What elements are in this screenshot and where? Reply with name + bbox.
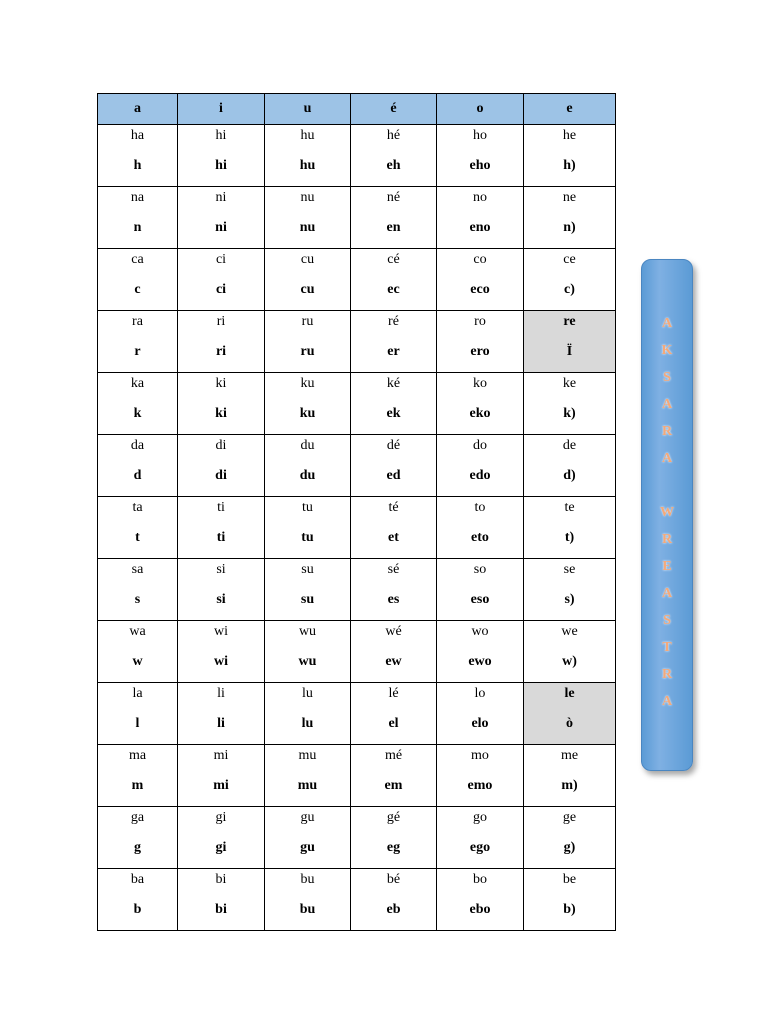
syllable-cell	[98, 249, 178, 311]
script-syllable: mi	[213, 778, 229, 793]
table-row	[98, 559, 616, 621]
syllable-cell	[524, 373, 616, 435]
syllable-cell	[437, 249, 524, 311]
syllable-cell	[98, 373, 178, 435]
script-syllable: eno	[469, 220, 491, 235]
latin-syllable: ro	[474, 314, 486, 329]
script-syllable: ri	[215, 344, 227, 359]
latin-syllable: co	[473, 252, 487, 267]
syllable-cell	[178, 807, 265, 869]
banner-letter: A	[661, 316, 673, 331]
syllable-cell	[351, 311, 437, 373]
syllable-cell	[98, 807, 178, 869]
latin-syllable: ké	[386, 376, 401, 391]
script-syllable: em	[384, 778, 403, 793]
latin-syllable: so	[473, 562, 487, 577]
script-syllable: mu	[297, 778, 318, 793]
banner-space	[642, 472, 692, 499]
script-syllable: n)	[563, 220, 576, 235]
syllable-cell	[437, 869, 524, 931]
script-syllable: m)	[561, 778, 578, 793]
syllable-cell	[98, 497, 178, 559]
syllable-cell	[351, 683, 437, 745]
latin-syllable: ga	[130, 810, 145, 825]
latin-syllable: lo	[474, 686, 486, 701]
script-syllable: gi	[215, 840, 227, 855]
latin-syllable: hu	[300, 128, 315, 143]
table-row	[98, 249, 616, 311]
script-syllable: ci	[215, 282, 227, 297]
latin-syllable: na	[130, 190, 145, 205]
header-cell: a	[98, 94, 178, 125]
latin-syllable: la	[132, 686, 143, 701]
syllable-cell	[524, 683, 616, 745]
syllable-cell	[265, 311, 351, 373]
syllable-cell	[178, 125, 265, 187]
script-syllable: ero	[470, 344, 490, 359]
banner-letter: A	[661, 397, 673, 412]
latin-syllable: de	[562, 438, 577, 453]
latin-syllable: dé	[386, 438, 401, 453]
latin-syllable: ré	[388, 314, 399, 329]
script-syllable: eko	[469, 406, 491, 421]
syllable-cell	[178, 559, 265, 621]
banner-letter: T	[662, 640, 672, 655]
latin-syllable: ra	[132, 314, 143, 329]
banner-letter: A	[661, 451, 673, 466]
script-syllable: c)	[564, 282, 575, 297]
table-row	[98, 187, 616, 249]
latin-syllable: gé	[386, 810, 401, 825]
latin-syllable: sé	[387, 562, 400, 577]
syllable-cell	[524, 497, 616, 559]
syllable-cell	[265, 683, 351, 745]
script-syllable: eco	[470, 282, 490, 297]
header-cell: o	[437, 94, 524, 125]
script-syllable: s	[134, 592, 141, 607]
header-row	[98, 94, 616, 125]
script-syllable: tu	[301, 530, 314, 545]
syllable-cell	[524, 435, 616, 497]
syllable-cell	[351, 497, 437, 559]
syllable-cell	[98, 187, 178, 249]
latin-syllable: ti	[217, 500, 225, 515]
syllable-cell	[524, 187, 616, 249]
table-row	[98, 745, 616, 807]
syllable-cell	[265, 807, 351, 869]
latin-syllable: go	[473, 810, 487, 825]
syllable-cell	[178, 497, 265, 559]
syllable-cell	[524, 125, 616, 187]
script-syllable: b)	[563, 902, 576, 917]
latin-syllable: wé	[385, 624, 402, 639]
script-syllable: Ï	[566, 344, 573, 359]
script-syllable: d	[133, 468, 142, 483]
latin-syllable: ta	[132, 500, 143, 515]
latin-syllable: ki	[215, 376, 227, 391]
syllable-cell	[351, 125, 437, 187]
latin-syllable: ca	[131, 252, 144, 267]
script-syllable: g)	[563, 840, 576, 855]
script-syllable: ek	[386, 406, 401, 421]
script-syllable: wi	[214, 654, 228, 669]
script-syllable: si	[216, 592, 226, 607]
banner-letter: R	[661, 532, 673, 547]
syllable-cell	[98, 125, 178, 187]
syllable-cell	[351, 249, 437, 311]
script-syllable: ti	[216, 530, 226, 545]
syllable-cell	[524, 311, 616, 373]
latin-syllable: ne	[562, 190, 577, 205]
syllable-cell	[265, 187, 351, 249]
latin-syllable: we	[561, 624, 578, 639]
script-syllable: n	[133, 220, 142, 235]
script-syllable: hi	[215, 158, 227, 173]
latin-syllable: ri	[216, 314, 226, 329]
latin-syllable: se	[563, 562, 576, 577]
latin-syllable: ke	[562, 376, 577, 391]
latin-syllable: le	[564, 686, 575, 701]
latin-syllable: hi	[215, 128, 227, 143]
script-syllable: ò	[566, 716, 573, 731]
syllable-cell	[265, 745, 351, 807]
script-syllable: hu	[299, 158, 316, 173]
banner-letter: K	[661, 343, 673, 358]
header-cell: i	[178, 94, 265, 125]
syllable-cell	[437, 559, 524, 621]
table-body	[98, 125, 616, 931]
syllable-cell	[265, 497, 351, 559]
script-syllable: ewo	[468, 654, 492, 669]
syllable-cell	[178, 187, 265, 249]
latin-syllable: mé	[384, 748, 403, 763]
syllable-cell	[265, 373, 351, 435]
script-syllable: ki	[215, 406, 227, 421]
latin-syllable: cé	[387, 252, 400, 267]
script-syllable: ec	[387, 282, 400, 297]
latin-syllable: su	[301, 562, 314, 577]
syllable-cell	[524, 745, 616, 807]
syllable-cell	[178, 621, 265, 683]
table-row	[98, 373, 616, 435]
script-syllable: eh	[386, 158, 401, 173]
script-syllable: m	[131, 778, 144, 793]
script-syllable: en	[386, 220, 401, 235]
script-syllable: bi	[215, 902, 227, 917]
script-syllable: du	[299, 468, 316, 483]
syllable-cell	[265, 621, 351, 683]
script-syllable: ebo	[469, 902, 491, 917]
latin-syllable: lu	[302, 686, 313, 701]
script-syllable: eb	[386, 902, 401, 917]
banner-letter: A	[661, 694, 673, 709]
script-syllable: w	[132, 654, 143, 669]
script-syllable: ni	[215, 220, 227, 235]
latin-syllable: ba	[130, 872, 145, 887]
side-banner	[641, 259, 693, 771]
syllable-cell	[437, 435, 524, 497]
table-row	[98, 621, 616, 683]
syllable-cell	[437, 621, 524, 683]
script-syllable: h)	[563, 158, 576, 173]
script-syllable: eho	[469, 158, 491, 173]
script-syllable: el	[388, 716, 399, 731]
syllable-cell	[178, 311, 265, 373]
syllable-cell	[351, 621, 437, 683]
syllable-cell	[265, 559, 351, 621]
syllable-cell	[524, 249, 616, 311]
script-syllable: es	[387, 592, 400, 607]
script-syllable: su	[300, 592, 315, 607]
latin-syllable: ce	[563, 252, 576, 267]
script-syllable: emo	[467, 778, 493, 793]
script-syllable: elo	[471, 716, 489, 731]
script-syllable: er	[387, 344, 400, 359]
script-syllable: et	[388, 530, 399, 545]
script-syllable: lu	[301, 716, 314, 731]
latin-syllable: wa	[129, 624, 146, 639]
syllable-cell	[265, 435, 351, 497]
syllable-cell	[98, 869, 178, 931]
latin-syllable: né	[386, 190, 401, 205]
latin-syllable: wo	[471, 624, 489, 639]
banner-letter: S	[663, 370, 671, 385]
table-row	[98, 869, 616, 931]
syllable-cell	[265, 249, 351, 311]
latin-syllable: he	[562, 128, 577, 143]
latin-syllable: nu	[300, 190, 315, 205]
script-syllable: li	[217, 716, 225, 731]
latin-syllable: lé	[388, 686, 399, 701]
script-syllable: di	[215, 468, 227, 483]
script-syllable: t	[135, 530, 140, 545]
banner-letter: R	[661, 667, 673, 682]
latin-syllable: ma	[128, 748, 147, 763]
latin-syllable: gu	[300, 810, 315, 825]
latin-syllable: ku	[300, 376, 315, 391]
latin-syllable: cu	[300, 252, 315, 267]
script-syllable: edo	[469, 468, 491, 483]
table-row	[98, 125, 616, 187]
latin-syllable: re	[563, 314, 576, 329]
aksara-table	[97, 93, 616, 931]
script-syllable: eso	[470, 592, 490, 607]
latin-syllable: ka	[130, 376, 145, 391]
header-cell: u	[265, 94, 351, 125]
latin-syllable: bé	[386, 872, 401, 887]
script-syllable: gu	[300, 840, 315, 855]
latin-syllable: mo	[471, 748, 489, 763]
script-syllable: c	[134, 282, 141, 297]
latin-syllable: li	[217, 686, 225, 701]
banner-letter: A	[661, 586, 673, 601]
latin-syllable: ru	[301, 314, 314, 329]
syllable-cell	[437, 807, 524, 869]
script-syllable: r	[134, 344, 141, 359]
latin-syllable: si	[216, 562, 226, 577]
script-syllable: cu	[300, 282, 315, 297]
syllable-cell	[98, 311, 178, 373]
script-syllable: ego	[469, 840, 491, 855]
syllable-cell	[178, 373, 265, 435]
latin-syllable: ho	[473, 128, 487, 143]
script-syllable: k)	[563, 406, 576, 421]
syllable-cell	[524, 869, 616, 931]
syllable-cell	[351, 373, 437, 435]
script-syllable: eg	[386, 840, 401, 855]
script-syllable: l	[135, 716, 140, 731]
syllable-cell	[351, 559, 437, 621]
latin-syllable: me	[560, 748, 579, 763]
script-syllable: ru	[300, 344, 315, 359]
latin-syllable: sa	[131, 562, 144, 577]
syllable-cell	[178, 869, 265, 931]
latin-syllable: wu	[298, 624, 317, 639]
latin-syllable: hé	[386, 128, 401, 143]
syllable-cell	[178, 683, 265, 745]
banner-letter: S	[663, 613, 671, 628]
syllable-cell	[178, 249, 265, 311]
latin-syllable: bu	[300, 872, 315, 887]
latin-syllable: ge	[562, 810, 577, 825]
latin-syllable: be	[562, 872, 577, 887]
script-syllable: wu	[298, 654, 317, 669]
syllable-cell	[524, 559, 616, 621]
latin-syllable: do	[473, 438, 487, 453]
syllable-cell	[265, 125, 351, 187]
table-row	[98, 807, 616, 869]
syllable-cell	[524, 621, 616, 683]
latin-syllable: du	[300, 438, 315, 453]
script-syllable: s)	[564, 592, 575, 607]
syllable-cell	[437, 187, 524, 249]
header-cell: é	[351, 94, 437, 125]
script-syllable: b	[133, 902, 142, 917]
syllable-cell	[437, 683, 524, 745]
script-syllable: w)	[562, 654, 577, 669]
script-syllable: eto	[471, 530, 489, 545]
syllable-cell	[351, 745, 437, 807]
latin-syllable: wi	[214, 624, 228, 639]
script-syllable: bu	[299, 902, 316, 917]
latin-syllable: ci	[215, 252, 227, 267]
syllable-cell	[437, 373, 524, 435]
latin-syllable: bi	[215, 872, 227, 887]
script-syllable: d)	[563, 468, 576, 483]
table-row	[98, 683, 616, 745]
latin-syllable: té	[388, 500, 399, 515]
banner-letter: E	[662, 559, 672, 574]
table-row	[98, 435, 616, 497]
syllable-cell	[437, 311, 524, 373]
syllable-cell	[98, 435, 178, 497]
header-cell: e	[524, 94, 616, 125]
syllable-cell	[98, 559, 178, 621]
script-syllable: k	[133, 406, 142, 421]
script-syllable: t)	[564, 530, 575, 545]
latin-syllable: bo	[473, 872, 487, 887]
banner-title	[642, 310, 692, 715]
script-syllable: g	[134, 840, 141, 855]
latin-syllable: da	[130, 438, 145, 453]
syllable-cell	[437, 497, 524, 559]
syllable-cell	[265, 869, 351, 931]
latin-syllable: tu	[302, 500, 313, 515]
syllable-cell	[524, 807, 616, 869]
latin-syllable: gi	[215, 810, 227, 825]
latin-syllable: di	[215, 438, 227, 453]
syllable-cell	[437, 745, 524, 807]
syllable-cell	[98, 621, 178, 683]
latin-syllable: no	[473, 190, 487, 205]
syllable-cell	[351, 435, 437, 497]
syllable-cell	[178, 745, 265, 807]
latin-syllable: ha	[130, 128, 145, 143]
syllable-cell	[178, 435, 265, 497]
syllable-cell	[351, 869, 437, 931]
latin-syllable: ni	[215, 190, 227, 205]
syllable-cell	[351, 187, 437, 249]
script-syllable: nu	[299, 220, 316, 235]
table-row	[98, 311, 616, 373]
script-syllable: ed	[386, 468, 401, 483]
syllable-cell	[351, 807, 437, 869]
syllable-cell	[437, 125, 524, 187]
banner-letter: W	[660, 505, 674, 520]
syllable-cell	[98, 683, 178, 745]
latin-syllable: mi	[213, 748, 229, 763]
syllable-cell	[98, 745, 178, 807]
latin-syllable: to	[474, 500, 486, 515]
table-row	[98, 497, 616, 559]
latin-syllable: ko	[473, 376, 487, 391]
latin-syllable: mu	[298, 748, 317, 763]
banner-letter: R	[661, 424, 673, 439]
script-syllable: h	[133, 158, 142, 173]
latin-syllable: te	[564, 500, 575, 515]
script-syllable: ku	[299, 406, 316, 421]
script-syllable: ew	[385, 654, 402, 669]
